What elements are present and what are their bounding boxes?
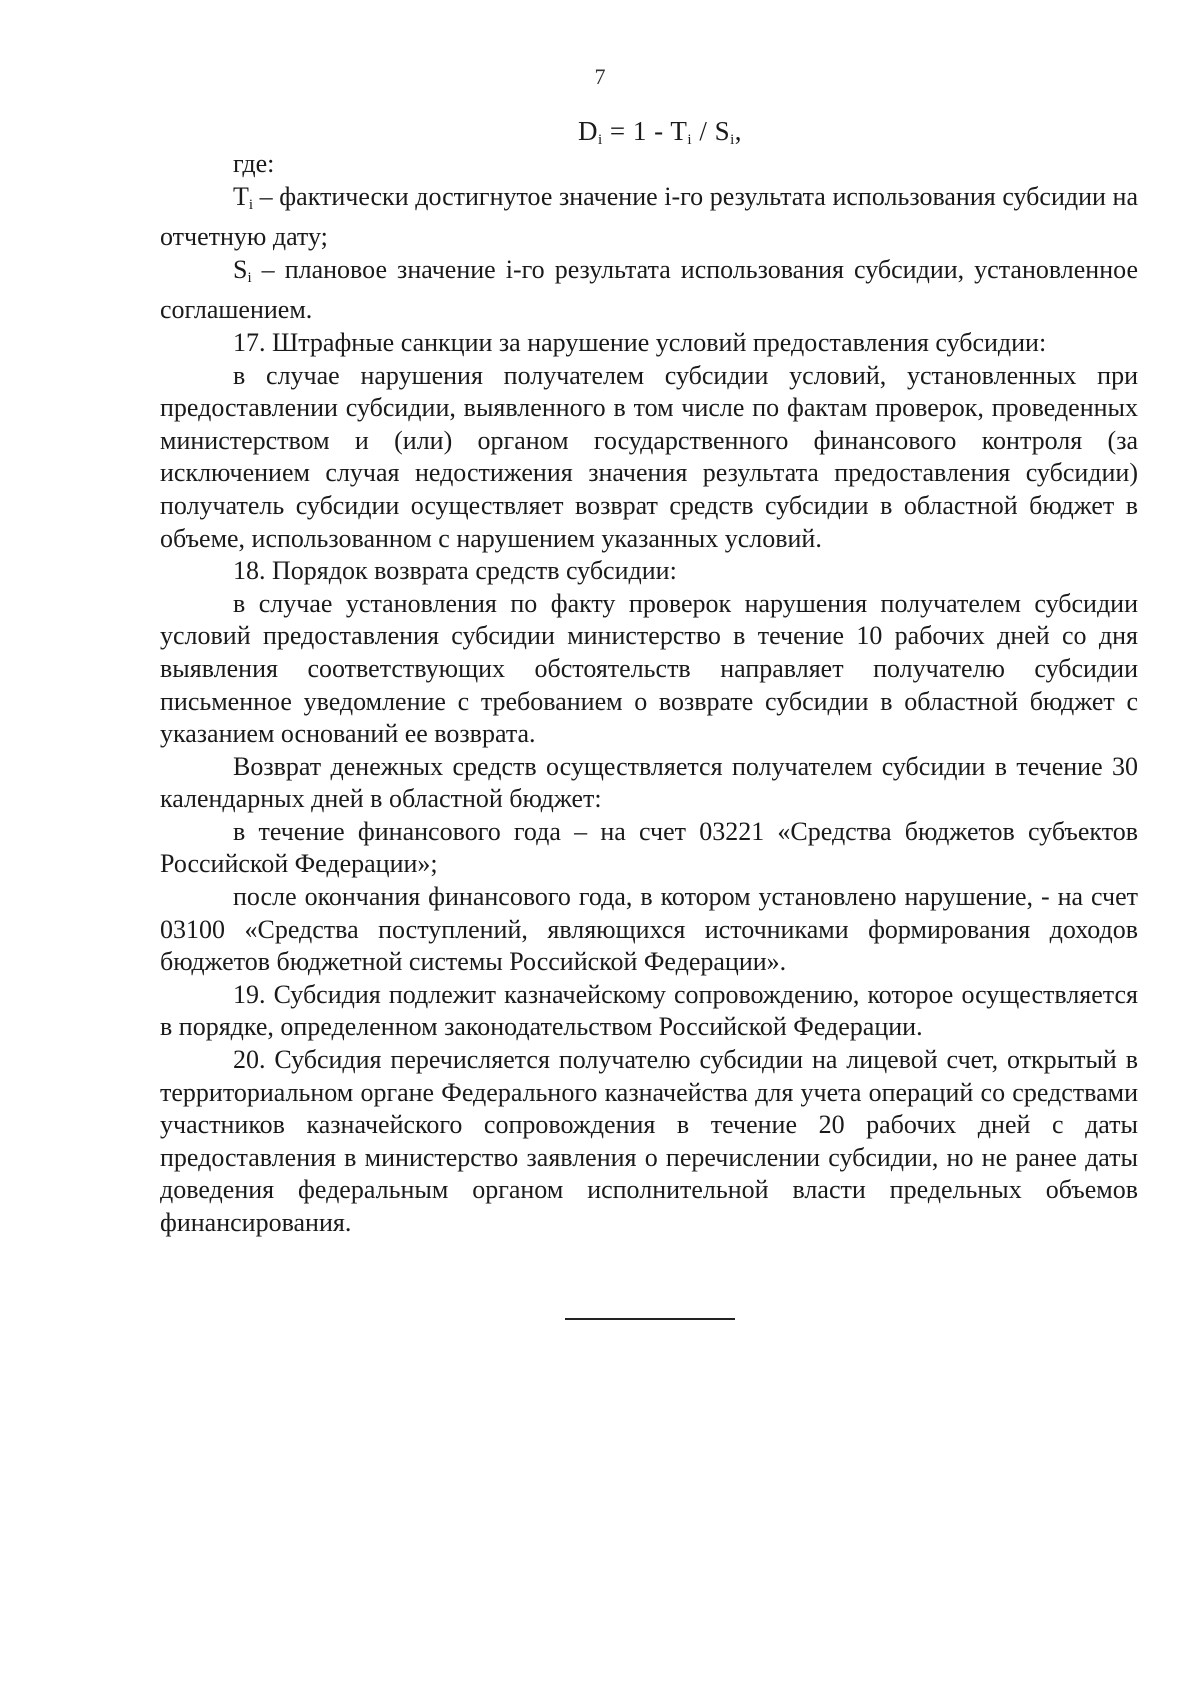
definition-t <box>160 181 1138 254</box>
definition-s-text: – плановое значение i-го результата использования субсидии, установленное соглашением. <box>160 254 1138 325</box>
formula-tail: , <box>734 116 743 146</box>
paragraph-19: 19. Субсидия подлежит казначейскому сопровождению, которое осуществляется в порядке, определенном законодательством Российской Федерации. <box>160 979 1138 1042</box>
paragraph-refund-after-year: после окончания финансового года, в котором установлено нарушение, - на счет 03100 «Средства поступлений, являющихся источниками формирования доходов бюджетов бюджетной системы Российской Федерации». <box>160 882 1138 977</box>
page-number: 7 <box>594 64 606 89</box>
definition-s-symbol: S <box>233 254 248 284</box>
paragraph-20: 20. Субсидия перечисляется получателю субсидии на лицевой счет, открытый в территориальном органе Федерального казначейства для учета операций со средствами участников казначейского сопровождения в течение 20 рабочих дней с даты предоставления в министерство заявления о перечислении субсидии, но не ранее даты доведения федеральным органом исполнительной власти предельных объемов финансирования. <box>160 1045 1138 1237</box>
document-body <box>160 148 1138 1240</box>
paragraph-17-heading: 17. Штрафные санкции за нарушение условий предоставления субсидии: <box>233 327 1047 357</box>
formula-lhs-sub: i <box>597 132 603 148</box>
definition-t-symbol: T <box>233 181 249 211</box>
formula-middle-sub: i <box>687 132 693 148</box>
paragraph-refund-current-year: в течение финансового года – на счет 03221 «Средства бюджетов субъектов Российской Федерации»; <box>160 816 1138 879</box>
where-label: где: <box>233 149 275 178</box>
formula <box>0 116 1200 149</box>
definition-s <box>160 254 1138 327</box>
formula-lhs: D <box>577 116 598 146</box>
definition-t-sub: i <box>248 196 254 213</box>
formula-middle: = 1 - T <box>602 116 688 146</box>
definition-t-text: – фактически достигнутое значение i-го результата использования субсидии на отчетную дату; <box>160 181 1138 252</box>
paragraph-18-body: в случае установления по факту проверок нарушения получателем субсидии условий предоставления субсидии министерство в течение 10 рабочих дней со дня выявления соответствующих обстоятельств направляет получателю субсидии письменное уведомление с требованием о возврате субсидии в областной бюджет с указанием оснований ее возврата. <box>160 588 1138 749</box>
paragraph-18-heading: 18. Порядок возврата средств субсидии: <box>233 556 677 586</box>
formula-rhs-sub: i <box>730 132 735 148</box>
paragraph-17-body: в случае нарушения получателем субсидии условий, установленных при предоставлении субсидии, выявленного в том числе по фактам проверок, проведенных министерством и (или) органом государственного финансового контроля (за исключением случая недостижения значения результата предоставления субсидии) получатель субсидии осуществляет возврат средств субсидии в областной бюджет в объеме, использованном с нарушением указанных условий. <box>160 360 1138 553</box>
end-divider <box>565 1318 735 1320</box>
paragraph-refund: Возврат денежных средств осуществляется получателем субсидии в течение 30 календарных дней в областной бюджет: <box>160 751 1138 814</box>
definition-s-sub: i <box>247 269 252 286</box>
formula-slash: / S <box>692 116 731 146</box>
